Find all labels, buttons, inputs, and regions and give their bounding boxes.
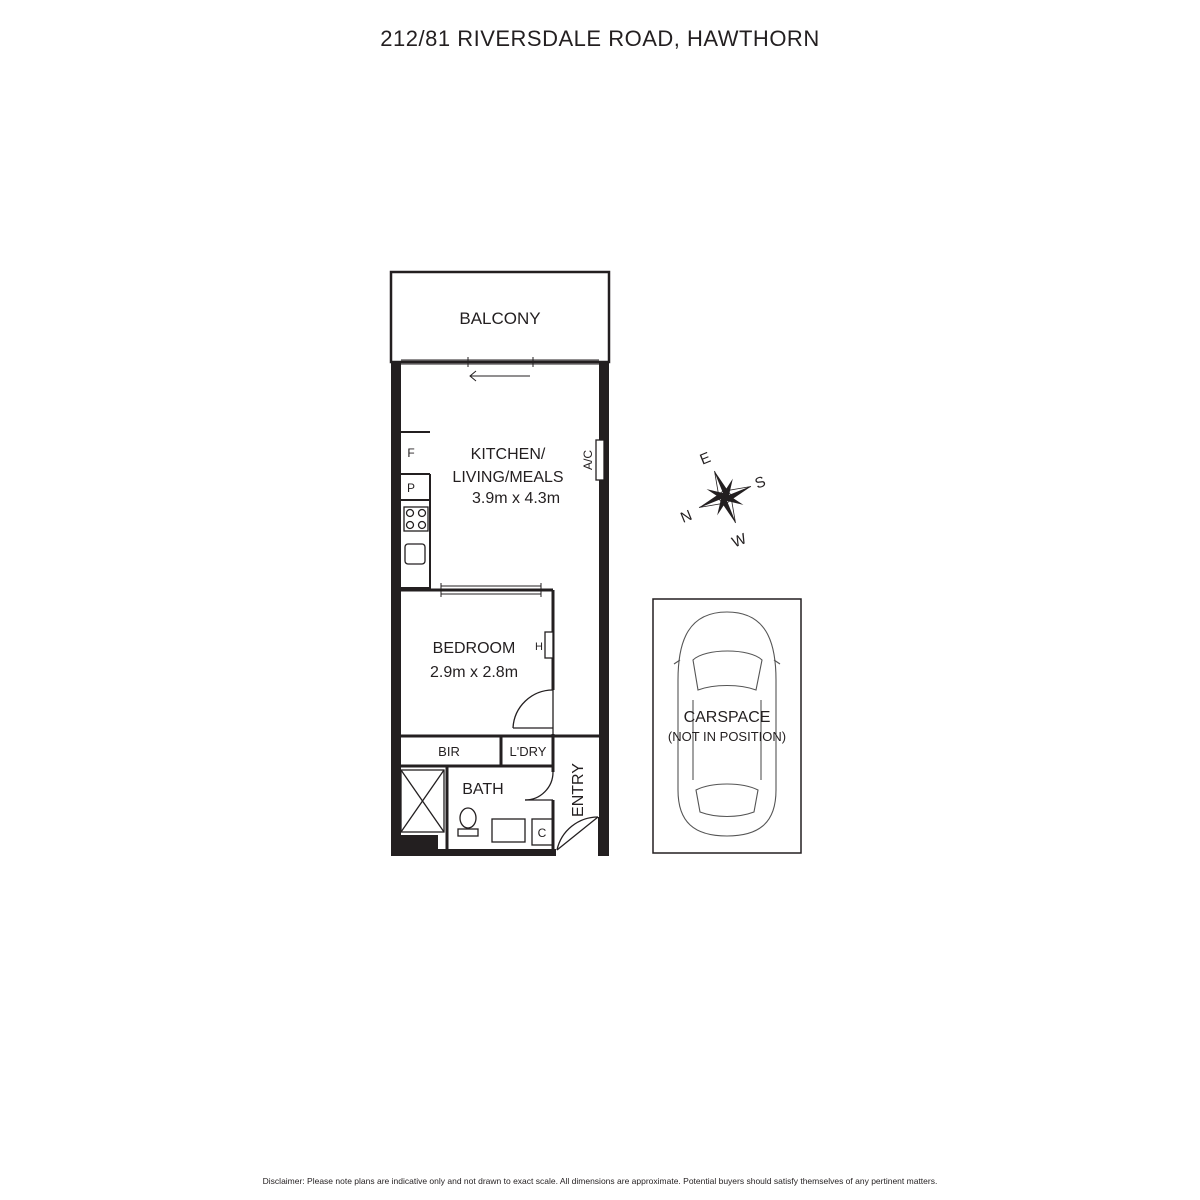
compass-n-label: N xyxy=(678,506,695,527)
compass-rose-icon xyxy=(688,460,762,534)
ac-label: A/C xyxy=(581,449,595,471)
east-wall xyxy=(599,362,609,817)
cooktop xyxy=(404,507,428,531)
kitchen-label-line1: KITCHEN/ xyxy=(470,446,546,463)
entry-door xyxy=(557,817,598,850)
bath-door xyxy=(525,772,553,800)
bedroom-door xyxy=(513,690,553,734)
bedroom-walls xyxy=(401,590,599,736)
heater-label: H xyxy=(535,641,543,653)
entry-jamb xyxy=(598,817,609,856)
bedroom-label: BEDROOM xyxy=(432,640,516,657)
carspace-note: (NOT IN POSITION) xyxy=(667,729,787,744)
compass-w-label: W xyxy=(729,530,750,552)
kitchen-label-line2: LIVING/MEALS xyxy=(452,469,564,486)
kitchen-joinery xyxy=(401,432,430,590)
heater-unit xyxy=(545,632,553,658)
laundry-label: L'DRY xyxy=(509,744,547,759)
fridge-label: F xyxy=(407,446,415,460)
disclaimer-text: Disclaimer: Please note plans are indicative only and not drawn to exact scale. All dimensions are approximate. Potential buyers should satisfy themselves of any pertinent matters. xyxy=(262,1176,938,1186)
corner-block xyxy=(391,835,438,856)
vanity xyxy=(492,819,525,842)
plan-title: 212/81 RIVERSDALE ROAD, HAWTHORN xyxy=(380,26,820,51)
entry-label: ENTRY xyxy=(570,763,587,817)
ac-unit xyxy=(596,440,604,480)
balcony-label: BALCONY xyxy=(459,309,541,328)
carspace-outline xyxy=(653,599,801,853)
carspace-label: CARSPACE xyxy=(683,709,771,726)
bath-label: BATH xyxy=(462,781,504,798)
pantry-label: P xyxy=(406,481,416,495)
west-wall xyxy=(391,362,401,856)
bir-label: BIR xyxy=(438,744,460,759)
shower xyxy=(401,770,444,832)
compass-e-label: E xyxy=(697,449,714,469)
compass-s-label: S xyxy=(752,473,769,493)
sliding-door xyxy=(401,357,599,381)
toilet xyxy=(458,808,478,836)
cupboard-label: C xyxy=(537,826,547,840)
bedroom-dimensions: 2.9m x 2.8m xyxy=(429,664,519,681)
sink xyxy=(405,544,425,564)
kitchen-dimensions: 3.9m x 4.3m xyxy=(471,490,561,507)
